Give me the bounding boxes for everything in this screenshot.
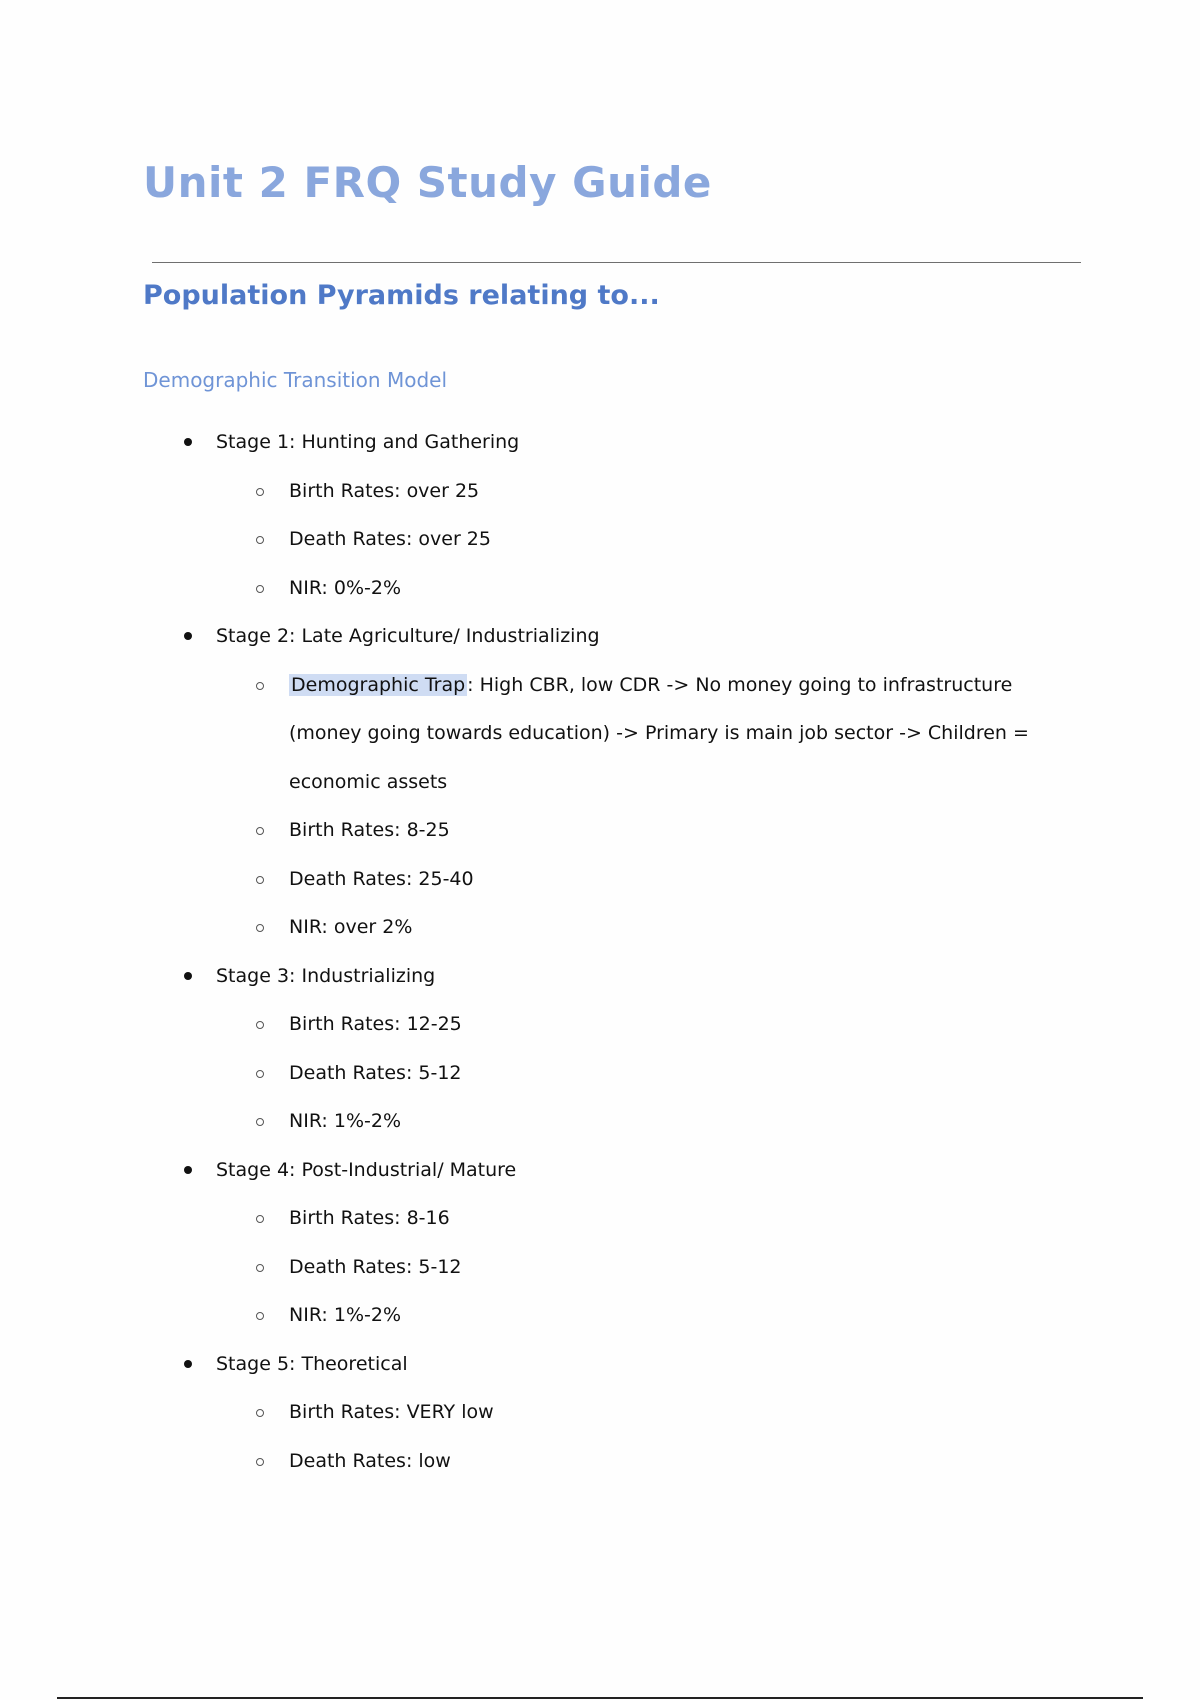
bullet-circle-icon [256, 1312, 264, 1320]
stage-detail [0, 1000, 1200, 1049]
bullet-circle-icon [256, 1215, 264, 1223]
stage-item [0, 1146, 1200, 1195]
stage-label: Stage 3: Industrializing [216, 964, 436, 987]
stage-detail [0, 1437, 1200, 1486]
detail-text: Birth Rates: over 25 [289, 479, 480, 502]
bullet-circle-icon [256, 585, 264, 593]
detail-text: NIR: 1%-2% [289, 1110, 402, 1132]
stage-detail [0, 564, 1200, 613]
sub-heading: Demographic Transition Model [143, 368, 448, 392]
title-divider [152, 262, 1081, 263]
bullet-circle-icon [256, 924, 264, 932]
bullet-dot-icon [184, 632, 192, 640]
bullet-dot-icon [184, 438, 192, 446]
stage-detail [0, 1388, 1200, 1437]
detail-text: NIR: 0%-2% [289, 576, 402, 599]
bullet-circle-icon [256, 876, 264, 884]
detail-text: Death Rates: 5-12 [289, 1255, 462, 1278]
bullet-dot-icon [184, 1360, 192, 1368]
stage-label: Stage 2: Late Agriculture/ Industrializing [216, 625, 600, 647]
detail-text: Birth Rates: 8-16 [289, 1207, 450, 1229]
bullet-circle-icon [256, 1264, 264, 1272]
stage-item [0, 612, 1200, 661]
stage-detail [0, 1097, 1200, 1146]
stage-item [0, 418, 1200, 467]
stage-detail [0, 1291, 1200, 1340]
bullet-dot-icon [184, 1166, 192, 1174]
stage-item [0, 1340, 1200, 1389]
detail-text: Death Rates: 5-12 [289, 1061, 462, 1084]
stage-label: Stage 4: Post-Industrial/ Mature [216, 1158, 517, 1181]
bullet-circle-icon [256, 488, 264, 496]
bullet-circle-icon [256, 1070, 264, 1078]
detail-text: NIR: over 2% [289, 916, 413, 938]
detail-text: Birth Rates: VERY low [289, 1401, 494, 1423]
detail-text: Birth Rates: 12-25 [289, 1013, 462, 1035]
detail-text: : High CBR, low CDR -> No money going to infrastructure (money going towards education) -> Primary is main job sector -> Children = economic assets [289, 673, 1029, 793]
stage-detail [0, 806, 1200, 855]
stage-detail [0, 1243, 1200, 1292]
bullet-circle-icon [256, 536, 264, 544]
stage-detail [0, 855, 1200, 904]
detail-text: Birth Rates: 8-25 [289, 819, 450, 841]
stage-detail [0, 467, 1200, 516]
detail-text: Death Rates: low [289, 1449, 451, 1472]
stage-outline [0, 418, 1200, 1485]
detail-text: NIR: 1%-2% [289, 1304, 402, 1326]
bullet-dot-icon [184, 972, 192, 980]
stage-item [0, 952, 1200, 1001]
highlighted-term: Demographic Trap [291, 673, 466, 696]
stage-detail [0, 1194, 1200, 1243]
stage-label: Stage 1: Hunting and Gathering [216, 431, 520, 453]
bullet-circle-icon [256, 1118, 264, 1126]
page-bottom-border [57, 1697, 1143, 1699]
bullet-circle-icon [256, 1409, 264, 1417]
bullet-circle-icon [256, 827, 264, 835]
stage-detail [0, 1049, 1200, 1098]
stage-label: Stage 5: Theoretical [216, 1352, 408, 1375]
stage-detail [0, 515, 1200, 564]
detail-text: Death Rates: over 25 [289, 528, 491, 550]
stage-detail [0, 903, 1200, 952]
section-heading: Population Pyramids relating to... [143, 280, 660, 311]
document-title: Unit 2 FRQ Study Guide [143, 158, 712, 207]
bullet-circle-icon [256, 682, 264, 690]
bullet-circle-icon [256, 1021, 264, 1029]
bullet-circle-icon [256, 1458, 264, 1466]
stage-detail [0, 661, 1200, 807]
detail-text: Death Rates: 25-40 [289, 867, 474, 890]
